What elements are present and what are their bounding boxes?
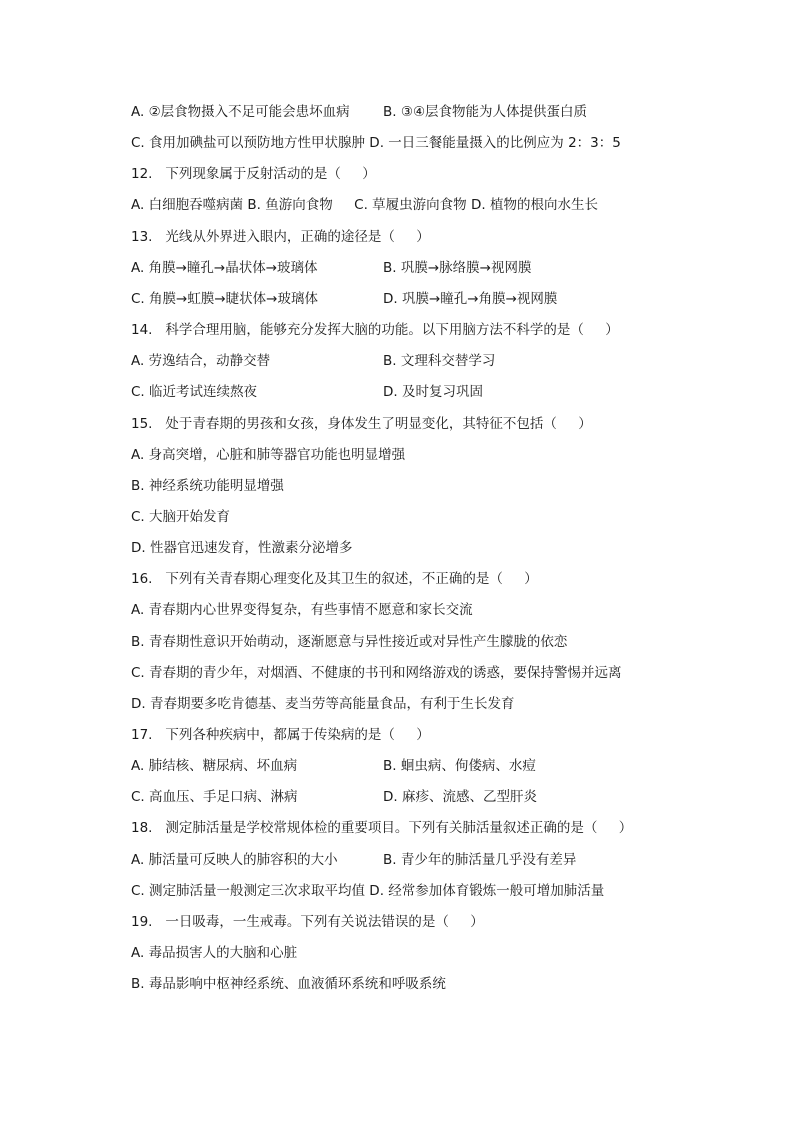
text-segment: A. 身高突增，心脏和肺等器官功能也明显增强	[131, 447, 406, 463]
text-segment: 13. 光线从外界进入眼内，正确的途径是（ ）	[131, 229, 430, 245]
text-line	[131, 975, 446, 993]
text-segment: A. 劳逸结合，动静交替	[131, 353, 271, 369]
text-segment: C. 测定肺活量一般测定三次求取平均值 D. 经常参加体育锻炼一般可增加肺活量	[131, 883, 605, 899]
text-segment: A. 青春期内心世界变得复杂，有些事情不愿意和家长交流	[131, 602, 473, 618]
text-line	[131, 788, 537, 806]
text-segment: C. 青春期的青少年，对烟酒、不健康的书刊和网络游戏的诱惑，要保持警惕并远离	[131, 665, 622, 681]
text-line	[131, 539, 352, 557]
text-segment: A. ②层食物摄入不足可能会患坏血病	[131, 104, 350, 120]
text-line	[131, 944, 297, 962]
text-line	[131, 913, 484, 931]
text-segment: C. 临近考试连续熬夜	[131, 384, 258, 400]
option-column-two: B. ③④层食物能为人体提供蛋白质	[383, 104, 588, 120]
text-segment: 17. 下列各种疾病中，都属于传染病的是（ ）	[131, 727, 430, 743]
text-segment: A. 毒品损害人的大脑和心脏	[131, 945, 298, 961]
text-segment: 15. 处于青春期的男孩和女孩，身体发生了明显变化，其特征不包括（ ）	[131, 416, 592, 432]
text-line	[131, 383, 483, 401]
text-line	[131, 321, 619, 339]
text-line	[131, 757, 536, 775]
option-column-two: B. 蛔虫病、佝偻病、水痘	[383, 758, 536, 774]
text-line	[131, 290, 558, 308]
text-segment: B. 青春期性意识开始萌动，逐渐愿意与异性接近或对异性产生朦胧的依恋	[131, 634, 568, 650]
option-column-two: D. 及时复习巩固	[383, 384, 483, 400]
text-segment: C. 高血压、手足口病、淋病	[131, 789, 298, 805]
text-line	[131, 819, 632, 837]
text-segment: A. 白细胞吞噬病菌 B. 鱼游向食物 C. 草履虫游向食物 D. 植物的根向水生长	[131, 197, 598, 213]
text-line	[131, 633, 567, 651]
text-line	[131, 882, 604, 900]
text-segment: C. 角膜→虹膜→睫状体→玻璃体	[131, 291, 318, 307]
option-column-two: D. 巩膜→瞳孔→角膜→视网膜	[383, 291, 558, 307]
text-segment: 19. 一日吸毒，一生戒毒。下列有关说法错误的是（ ）	[131, 914, 484, 930]
text-segment: C. 食用加碘盐可以预防地方性甲状腺肿 D. 一日三餐能量摄入的比例应为 2：3：5	[131, 135, 621, 151]
option-column-two: B. 巩膜→脉络膜→视网膜	[383, 260, 532, 276]
text-line	[131, 726, 430, 744]
option-column-two: B. 文理科交替学习	[383, 353, 496, 369]
text-line	[131, 352, 496, 370]
text-line	[131, 601, 473, 619]
text-line	[131, 259, 532, 277]
text-segment: B. 毒品影响中枢神经系统、血液循环系统和呼吸系统	[131, 976, 446, 992]
text-line	[131, 228, 430, 246]
text-segment: 12. 下列现象属于反射活动的是（ ）	[131, 166, 376, 182]
text-segment: A. 肺活量可反映人的肺容积的大小	[131, 852, 338, 868]
text-segment: 14. 科学合理用脑，能够充分发挥大脑的功能。以下用脑方法不科学的是（ ）	[131, 322, 619, 338]
text-line	[131, 664, 622, 682]
text-segment: 18. 测定肺活量是学校常规体检的重要项目。下列有关肺活量叙述正确的是（ ）	[131, 820, 633, 836]
text-segment: A. 角膜→瞳孔→晶状体→玻璃体	[131, 260, 318, 276]
text-line	[131, 508, 230, 526]
text-line	[131, 446, 405, 464]
option-column-two: D. 麻疹、流感、乙型肝炎	[383, 789, 537, 805]
text-segment: 16. 下列有关青春期心理变化及其卫生的叙述，不正确的是（ ）	[131, 571, 538, 587]
text-line	[131, 165, 376, 183]
option-column-two: B. 青少年的肺活量几乎没有差异	[383, 852, 577, 868]
text-line	[131, 103, 588, 121]
text-line	[131, 196, 598, 214]
text-segment: D. 性器官迅速发育，性激素分泌增多	[131, 540, 353, 556]
text-line	[131, 415, 592, 433]
text-line	[131, 695, 514, 713]
text-segment: C. 大脑开始发育	[131, 509, 231, 525]
text-segment: B. 神经系统功能明显增强	[131, 478, 284, 494]
text-line	[131, 851, 577, 869]
text-line	[131, 570, 538, 588]
text-segment: A. 肺结核、糖尿病、坏血病	[131, 758, 298, 774]
text-segment: D. 青春期要多吃肯德基、麦当劳等高能量食品，有利于生长发育	[131, 696, 515, 712]
text-line	[131, 134, 621, 152]
text-line	[131, 477, 284, 495]
